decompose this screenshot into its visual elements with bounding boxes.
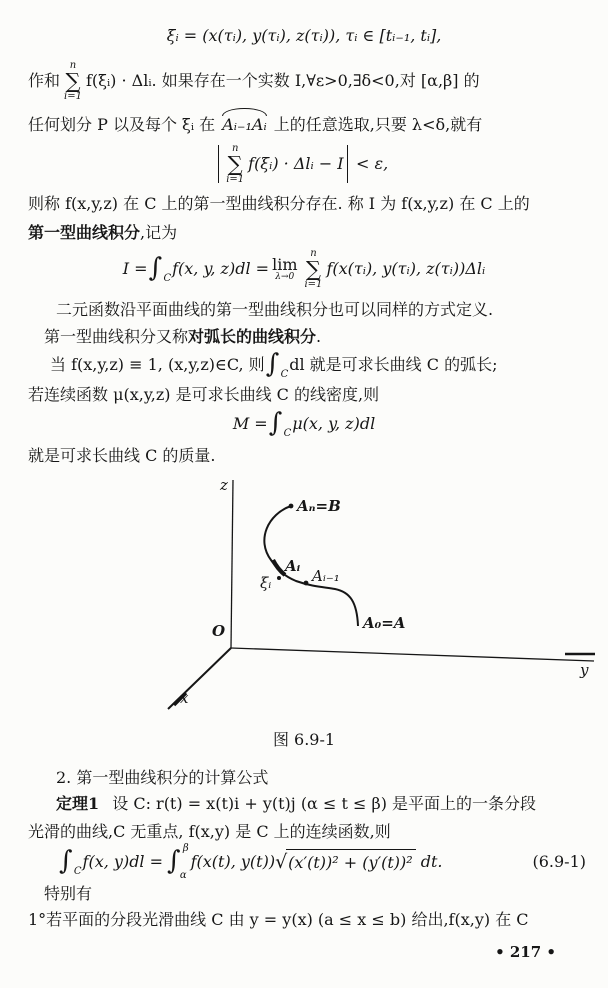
theorem-statement-a: 设 C: r(t) = x(t)i + y(t)j (α ≤ t ≤ β) 是平面上的一条分段 (112, 794, 537, 813)
point-Ai-label: Aᵢ (285, 557, 301, 575)
lim-under-label: λ→0 (275, 271, 295, 282)
text-is-arc-length: dl 就是可求长曲线 C 的弧长; (289, 355, 498, 374)
integral-icon: ∫ (268, 408, 283, 438)
section-heading-text: 2. 第一型曲线积分的计算公式 (56, 768, 269, 787)
y-axis-label: y (580, 661, 589, 679)
text-first-type-bold: 第一型曲线积分 (28, 223, 141, 242)
sqrt-argument: (x′(t))² + (y′(t))² (286, 849, 416, 875)
page-number (495, 941, 556, 964)
figure-caption (0, 728, 608, 752)
integral-subscript-C: C (163, 273, 172, 284)
text-two-variable: 二元函数沿平面曲线的第一型曲线积分也可以同样的方式定义. (56, 300, 494, 319)
point-An-dot (289, 504, 294, 509)
arc-segment-label: Aᵢ₋₁Aᵢ (220, 113, 268, 137)
text-also-called: 第一型曲线积分又称 (44, 327, 189, 346)
integral-C-symbol (266, 351, 289, 379)
sigma-icon: ∑ (305, 256, 321, 281)
sum-upper-limit: n (69, 59, 77, 71)
theorem-statement-b: 光滑的曲线,C 无重点, f(x,y) 是 C 上的连续函数,则 (28, 822, 391, 841)
text-mass: 就是可求长曲线 C 的质量. (28, 446, 216, 465)
integral-icon: ∫ (167, 846, 181, 876)
integral-icon: ∫ (265, 349, 280, 379)
text-in-particular: 特别有 (44, 884, 93, 903)
integral-subscript-C: C (73, 866, 82, 877)
formula-691-integrand: f(x(t), y(t)) (190, 852, 276, 871)
abs-bar-right (347, 145, 348, 183)
formula-mu-dl: μ(x, y, z)dl (292, 414, 376, 433)
text-integral-exists: 则称 f(x,y,z) 在 C 上的第一型曲线积分存在. 称 I 为 f(x,y,z) 在 C 上的 (28, 194, 530, 213)
sum-lower-limit: i=1 (226, 173, 245, 185)
integral-upper-beta: β (182, 843, 189, 854)
limit-symbol (272, 254, 298, 282)
text-when-f1: 当 f(x,y,z) ≡ 1, (x,y,z)∈C, 则 (50, 355, 265, 374)
sigma-icon: ∑ (65, 68, 81, 93)
point-A0-label: A₀=A (363, 614, 406, 632)
z-axis-line (231, 480, 233, 648)
equation-number: (6.9-1) (532, 852, 586, 871)
point-An-label: Aₙ=B (297, 497, 341, 515)
text-period: . (316, 327, 322, 346)
abs-bar-left (218, 145, 219, 183)
theorem-line-1 (56, 792, 536, 816)
integral-icon: ∫ (148, 253, 163, 283)
integral-C-symbol (269, 410, 292, 438)
origin-label: O (212, 622, 226, 640)
formula-epsilon-middle: f(ξᵢ) · Δlᵢ − I (248, 154, 344, 173)
text-density: 若连续函数 μ(x,y,z) 是可求长曲线 C 的线密度,则 (28, 385, 380, 404)
sum-symbol (304, 249, 322, 290)
sqrt-icon: √ (275, 850, 288, 873)
formula-integral-definition (0, 246, 608, 292)
formula-691-dt: dt. (420, 852, 443, 871)
curve-segment-Ai (273, 560, 285, 575)
text-arc-length-bold: 对弧长的曲线积分 (188, 327, 317, 346)
sigma-icon: ∑ (227, 151, 243, 176)
text-denoted: ,记为 (140, 223, 178, 242)
paragraph-partition-line (28, 113, 482, 137)
paragraph-two-variable (56, 298, 493, 322)
x-axis-label: x (180, 689, 189, 707)
integral-subscript-C: C (280, 369, 289, 380)
page-number-text: • 217 • (495, 943, 556, 961)
sum-lower-limit: i=1 (304, 278, 323, 290)
paragraph-in-particular (44, 882, 92, 906)
z-axis-label: z (220, 476, 228, 494)
paragraph-integral-exists (28, 192, 530, 216)
formula-xi-definition (0, 24, 608, 48)
sum-lower-limit: i=1 (64, 90, 82, 102)
sum-symbol (64, 61, 82, 102)
figure-6-9-1 (116, 474, 596, 724)
sum-upper-limit: n (231, 142, 239, 154)
point-xi-label: ξᵢ (260, 574, 272, 592)
paragraph-denoted-as (28, 221, 177, 245)
lim-label: lim (272, 254, 298, 274)
sum-symbol (226, 144, 244, 185)
formula-sum-terms: f(x(τᵢ), y(τᵢ), z(τᵢ))Δlᵢ (326, 259, 486, 278)
paragraph-arc-length-case (50, 346, 498, 384)
text-case-1: 1°若平面的分段光滑曲线 C 由 y = y(x) (a ≤ x ≤ b) 给出,f(x,y) 在 C (28, 910, 529, 929)
formula-fdl-equals: f(x, y, z)dl = (172, 259, 270, 278)
text-zuohe: 作和 (28, 71, 61, 90)
paragraph-mass (28, 444, 216, 468)
theorem-line-2 (28, 820, 391, 844)
section-heading (56, 766, 268, 790)
y-axis-line (231, 648, 594, 661)
text-partition-post: 上的任意选取,只要 λ<δ,就有 (273, 115, 483, 134)
text-if-exists: f(ξᵢ) · Δlᵢ. 如果存在一个实数 I,∀ε>0,∃δ<0,对 [α,β] 的 (85, 71, 480, 90)
formula-6-9-1 (58, 842, 586, 882)
integral-alpha-beta-symbol (165, 843, 189, 881)
text-partition-pre: 任何划分 P 以及每个 ξᵢ 在 (28, 115, 216, 134)
paragraph-case-1 (28, 908, 529, 932)
point-Ai-1-label: Aᵢ₋₁ (312, 567, 340, 585)
figure-caption-text: 图 6.9-1 (272, 730, 336, 749)
paragraph-sum-line (28, 56, 480, 106)
point-Ai-1-dot (304, 581, 309, 586)
sum-upper-limit: n (310, 247, 317, 259)
integral-icon: ∫ (59, 846, 73, 876)
formula-I-equals: I = (122, 259, 148, 278)
point-xi-dot (277, 576, 281, 580)
formula-691-lhs: f(x, y)dl = (82, 852, 164, 871)
integral-C-symbol (149, 255, 172, 283)
formula-mass (0, 404, 608, 444)
formula-xi-text: ξᵢ = (x(τᵢ), y(τᵢ), z(τᵢ)), τᵢ ∈ [tᵢ₋₁, tᵢ], (166, 26, 442, 45)
theorem-label: 定理1 (56, 794, 100, 813)
formula-epsilon-end: < ε, (356, 154, 389, 173)
integral-subscript-C: C (283, 428, 292, 439)
formula-epsilon (0, 140, 608, 188)
integral-lower-alpha: α (179, 870, 187, 881)
integral-C-symbol (59, 848, 82, 876)
formula-M-equals: M = (232, 414, 268, 433)
